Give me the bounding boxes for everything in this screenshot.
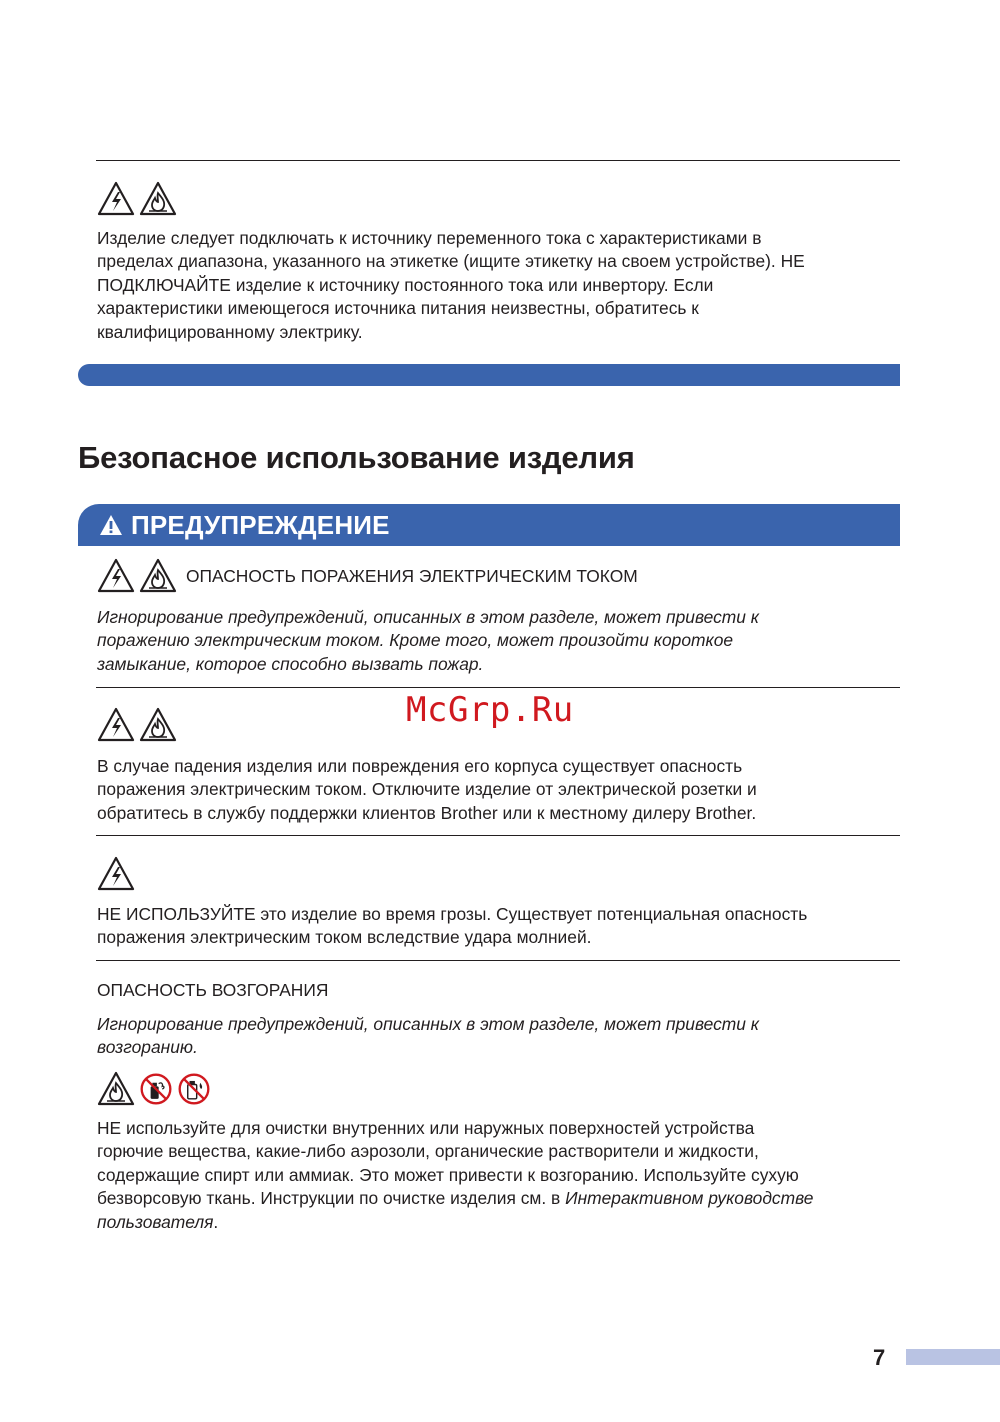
block1-line: Изделие следует подключать к источнику переменного тока с характеристиками в — [97, 228, 762, 248]
fire-line — [97, 1187, 897, 1210]
manual-reference: Интерактивном руководстве — [565, 1188, 814, 1209]
block1-line: ПОДКЛЮЧАЙТЕ изделие к источнику постоянного тока или инвертору. Если — [97, 274, 714, 295]
fire-text — [97, 1117, 897, 1234]
fire-line-text: . — [213, 1211, 219, 1232]
block1-line: характеристики имеющегося источника питания неизвестны, обратитесь к — [97, 298, 699, 319]
warning-banner — [78, 504, 900, 546]
fire-line: содержащие спирт или аммиак. Это может привести к возгоранию. Используйте сухую — [97, 1164, 799, 1185]
block2-line: В случае падения изделия или повреждения его корпуса существует опасность — [97, 756, 743, 776]
block3-line: НЕ ИСПОЛЬЗУЙТЕ это изделие во время грозы. Существует потенциальная опасность — [97, 904, 808, 924]
block1-line: квалифицированному электрику. — [97, 321, 363, 342]
block3-icons — [97, 855, 135, 893]
electrical-hazard-icon — [97, 706, 135, 744]
fire-intro-line: Игнорирование предупреждений, описанных в этом разделе, может привести к — [97, 1014, 760, 1034]
fire-hazard-icon — [139, 706, 177, 744]
divider — [96, 687, 900, 688]
section-end-bar — [78, 364, 900, 386]
fire-hazard-icon — [139, 180, 177, 218]
block3-text — [97, 903, 897, 950]
electric-intro-line: замыкание, которое способно вызвать пожар. — [97, 653, 484, 674]
block2-text — [97, 755, 897, 825]
electrical-hazard-icon — [97, 180, 135, 218]
fire-line-text: безворсовую ткань. Инструкции по очистке изделия см. в — [97, 1188, 566, 1209]
fire-intro — [97, 1013, 897, 1060]
warning-triangle-icon — [99, 514, 123, 536]
section-title: Безопасное использование изделия — [78, 440, 635, 475]
fire-hazard-icon — [97, 1070, 135, 1108]
fire-icons — [97, 1070, 211, 1108]
electrical-hazard-icon — [97, 855, 135, 893]
block2-icons — [97, 706, 177, 744]
divider — [96, 960, 900, 961]
fire-intro-line: возгоранию. — [97, 1037, 198, 1058]
page-number: 7 — [873, 1345, 886, 1370]
no-flammable-liquid-icon — [177, 1072, 211, 1106]
fire-line: НЕ используйте для очистки внутренних или наружных поверхностей устройства — [97, 1118, 755, 1138]
electric-heading-icons — [97, 557, 177, 595]
fire-line — [97, 1211, 897, 1234]
electric-intro-line: поражению электрическим током. Кроме того, может произойти короткое — [97, 630, 734, 651]
block2-line: обратитесь в службу поддержки клиентов Brother или к местному дилеру Brother. — [97, 802, 757, 823]
manual-reference: пользователя — [97, 1211, 214, 1232]
block1-icons — [97, 180, 177, 218]
watermark: McGrp.Ru — [406, 690, 574, 730]
fire-hazard-icon — [139, 557, 177, 595]
page-tab-bar — [906, 1349, 1000, 1365]
top-divider — [96, 160, 900, 161]
electric-intro-line: Игнорирование предупреждений, описанных в этом разделе, может привести к — [97, 607, 760, 627]
block3-line: поражения электрическим током вследствие удара молнией. — [97, 927, 592, 948]
electric-intro — [97, 606, 897, 676]
electric-hazard-heading: ОПАСНОСТЬ ПОРАЖЕНИЯ ЭЛЕКТРИЧЕСКИМ ТОКОМ — [186, 566, 638, 586]
block2-line: поражения электрическим током. Отключите изделие от электрической розетки и — [97, 779, 757, 800]
no-flammable-spray-icon — [139, 1072, 173, 1106]
electrical-hazard-icon — [97, 557, 135, 595]
block1-line: пределах диапазона, указанного на этикетке (ищите этикетку на своем устройстве). НЕ — [97, 251, 805, 272]
warning-banner-label: ПРЕДУПРЕЖДЕНИЕ — [131, 509, 390, 540]
divider — [96, 835, 900, 836]
fire-line: горючие вещества, какие-либо аэрозоли, органические растворители и жидкости, — [97, 1141, 759, 1162]
block1-text — [97, 227, 897, 344]
fire-hazard-heading: ОПАСНОСТЬ ВОЗГОРАНИЯ — [97, 980, 329, 1000]
